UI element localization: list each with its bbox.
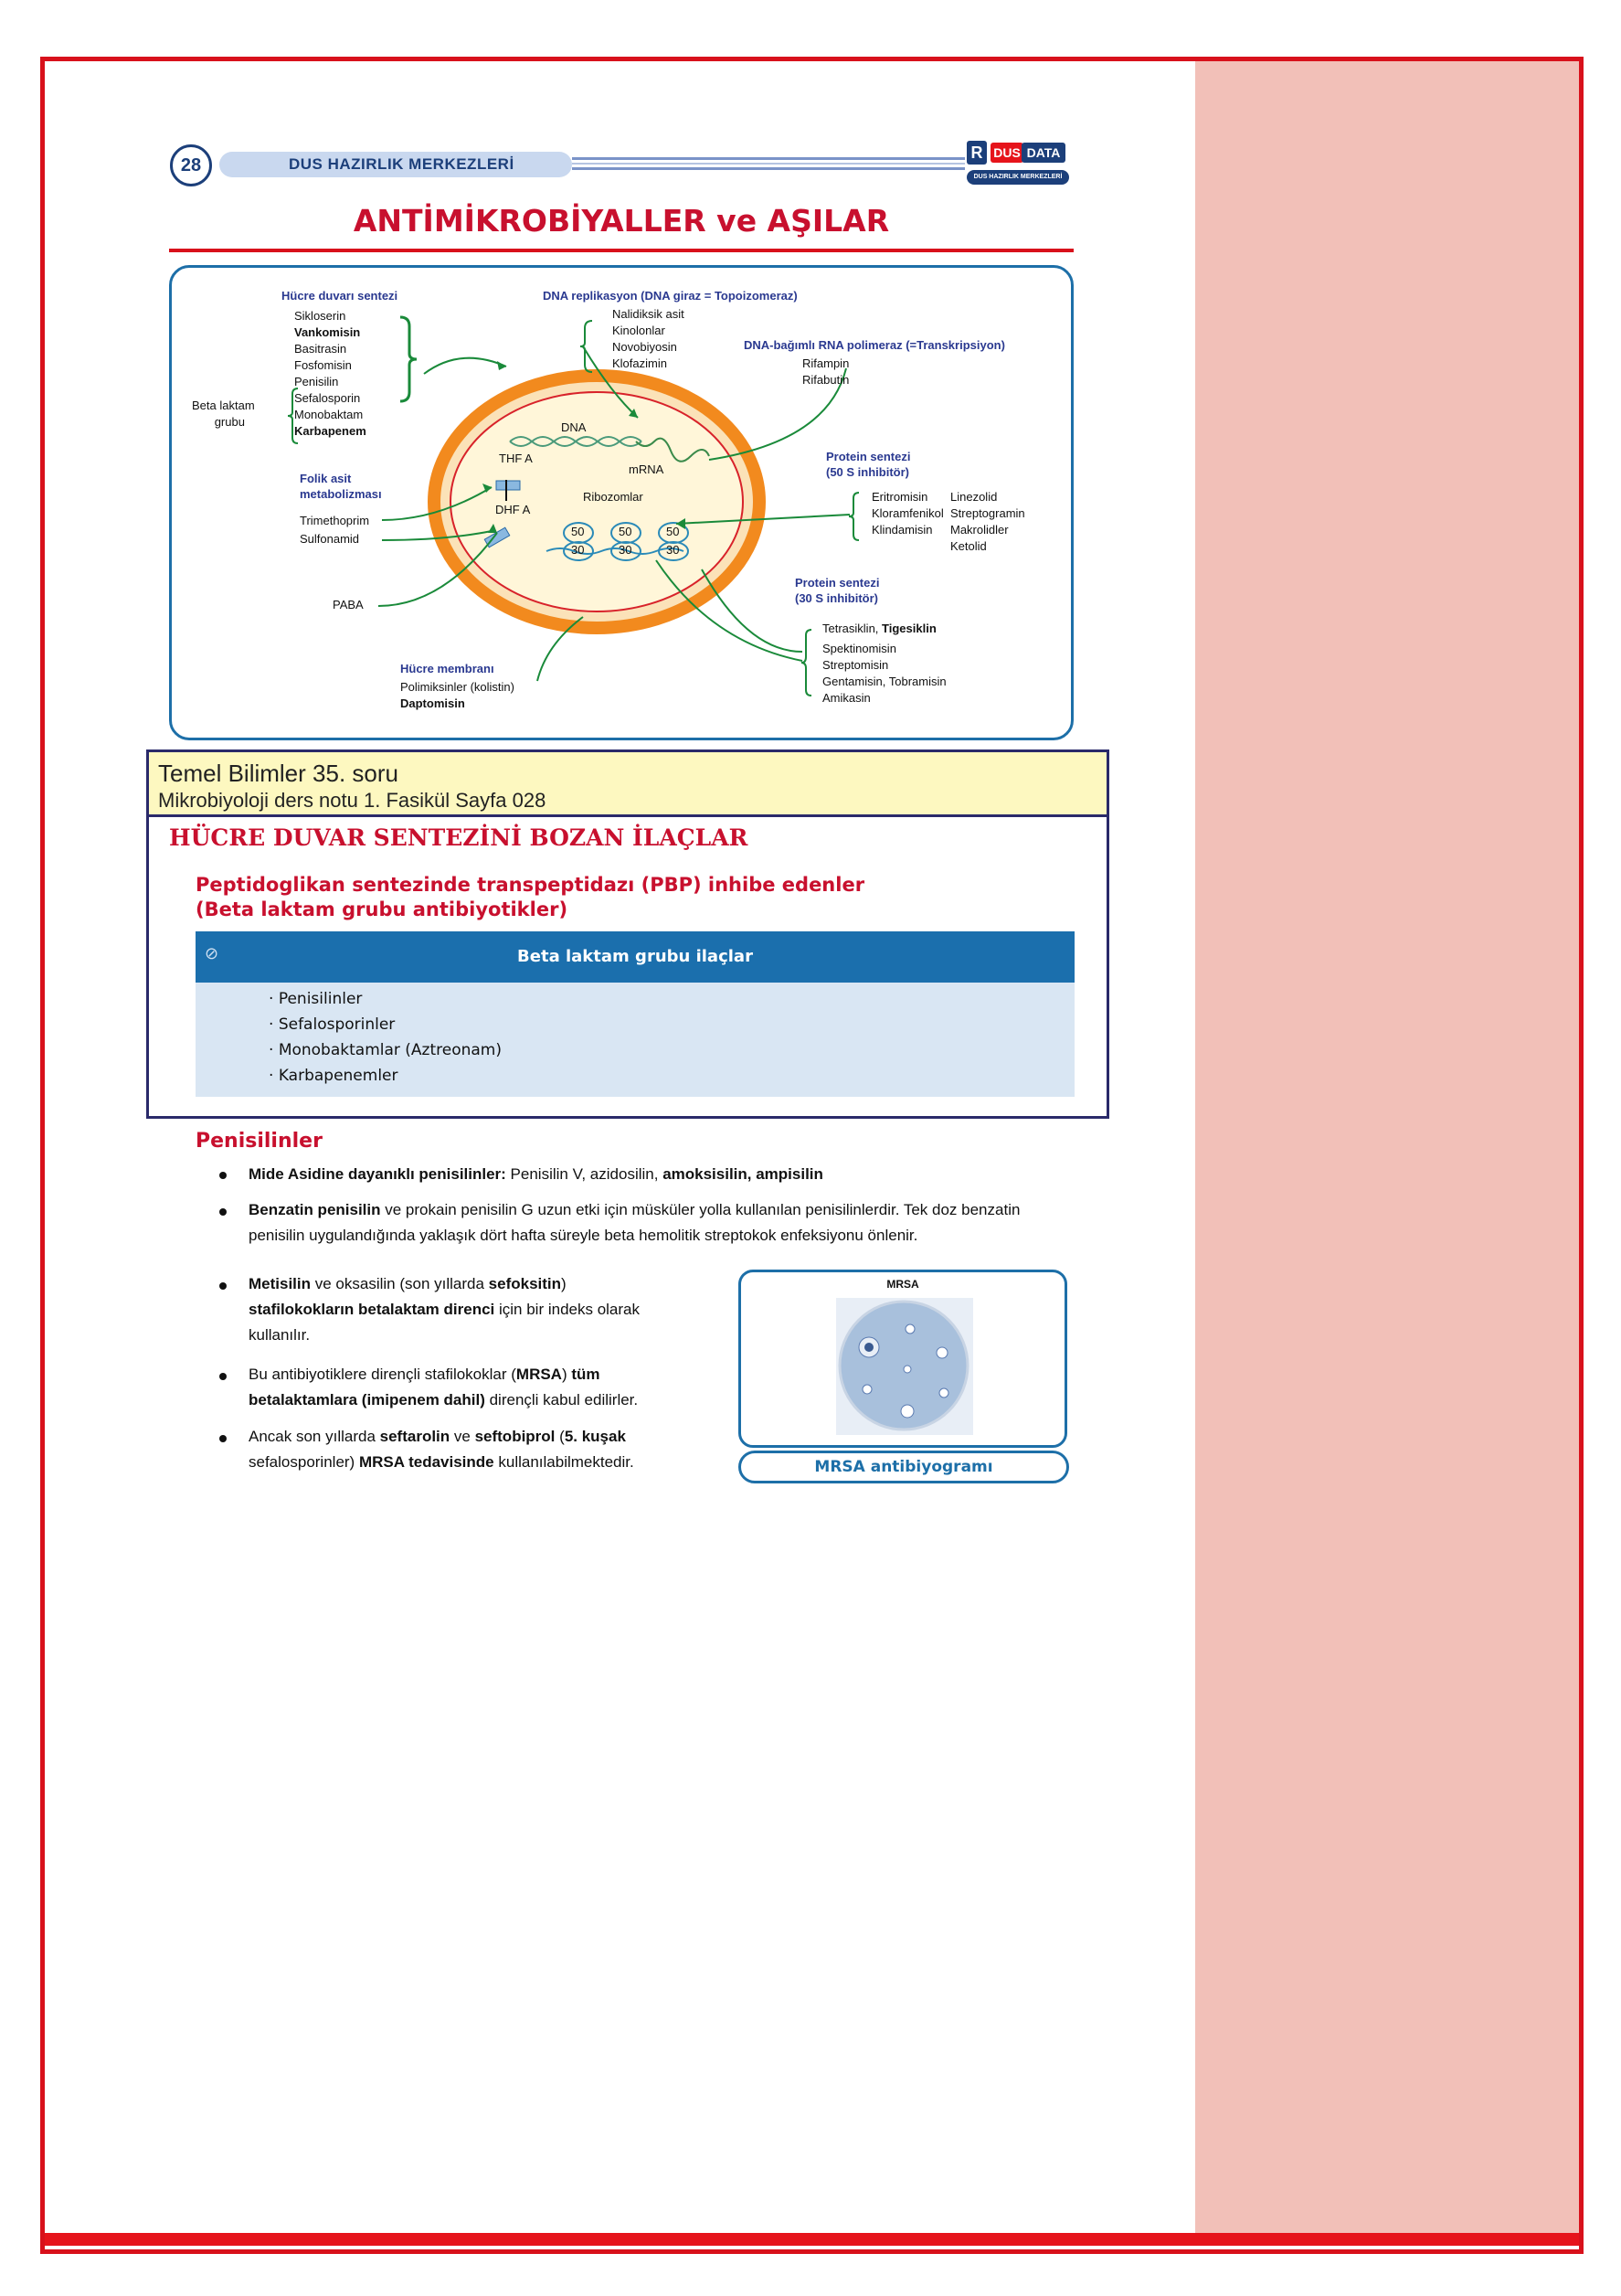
drug-sefalosporin: Sefalosporin bbox=[294, 391, 361, 405]
drug-novobiyosin: Novobiyosin bbox=[612, 340, 677, 354]
mechanism-diagram bbox=[169, 265, 1074, 740]
drug-amikasin: Amikasin bbox=[822, 691, 871, 705]
side-panel bbox=[1195, 61, 1579, 2233]
bottom-bar bbox=[45, 2233, 1579, 2246]
dusdata-logo bbox=[967, 139, 1069, 190]
drug-eritromisin: Eritromisin bbox=[872, 490, 928, 504]
penicillins-title: Penisilinler bbox=[196, 1130, 323, 1153]
question-line-1: Temel Bilimler 35. soru bbox=[158, 760, 398, 787]
logo-data: DATA bbox=[1022, 143, 1065, 163]
list-item: · Karbapenemler bbox=[269, 1067, 398, 1085]
drug-trimethoprim: Trimethoprim bbox=[300, 514, 370, 527]
drug-streptogramin: Streptogramin bbox=[950, 506, 1025, 520]
logo-subtitle: DUS HAZIRLIK MERKEZLERİ bbox=[967, 170, 1069, 185]
drug-gentamisin: Gentamisin, Tobramisin bbox=[822, 675, 947, 688]
drug-kloramfenikol: Kloramfenikol bbox=[872, 506, 944, 520]
page-title: ANTİMİKROBİYALLER ve AŞILAR bbox=[353, 203, 890, 239]
question-reference-box bbox=[146, 749, 1109, 817]
rna-polymerase-title: DNA-bağımlı RNA polimeraz (=Transkripsiyon) bbox=[744, 338, 1005, 352]
enzyme-block-1 bbox=[496, 481, 520, 490]
cell-wall-bracket bbox=[400, 317, 417, 401]
title-rule bbox=[169, 249, 1074, 252]
bullet bbox=[219, 1373, 227, 1380]
bullet-2: Benzatin penisilin ve prokain penisilin G uzun etki için müsküler yolla kullanılan penisilinlerdir. Tek doz benzatin penisilin uygulandığında yaklaşık dört hafta süreyle beta hemolitik streptokok enfeksiyonu önlenir. bbox=[249, 1201, 1021, 1244]
drug-streptomisin: Streptomisin bbox=[822, 658, 889, 672]
ribosome-3-30: 30 bbox=[666, 543, 680, 557]
drug-makrolidler: Makrolidler bbox=[950, 523, 1009, 537]
section-title: HÜCRE DUVAR SENTEZİNİ BOZAN İLAÇLAR bbox=[169, 824, 748, 851]
drug-karbapenem: Karbapenem bbox=[294, 424, 366, 438]
drug-fosfomisin: Fosfomisin bbox=[294, 358, 352, 372]
drug-sikloserin: Sikloserin bbox=[294, 309, 346, 323]
mrsa-caption: MRSA antibiyogramı bbox=[738, 1451, 1069, 1483]
drug-klofazimin: Klofazimin bbox=[612, 356, 667, 370]
cell-dna-label: DNA bbox=[561, 420, 587, 434]
list-item: · Penisilinler bbox=[269, 990, 363, 1008]
drug-daptomisin: Daptomisin bbox=[400, 696, 465, 710]
bullet bbox=[219, 1435, 227, 1442]
drug-penisilin: Penisilin bbox=[294, 375, 339, 388]
drug-monobaktam: Monobaktam bbox=[294, 408, 364, 421]
drug-klindamisin: Klindamisin bbox=[872, 523, 933, 537]
drug-linezolid: Linezolid bbox=[950, 490, 998, 504]
ribosome-2-30: 30 bbox=[619, 543, 632, 557]
table-header bbox=[196, 931, 1075, 983]
drug-sulfonamid: Sulfonamid bbox=[300, 532, 360, 546]
mrsa-figure bbox=[738, 1270, 1067, 1448]
bullet bbox=[219, 1208, 227, 1216]
page-number: 28 bbox=[170, 144, 212, 186]
drug-rifabutin: Rifabutin bbox=[802, 373, 850, 387]
cell-thfa-label: THF A bbox=[499, 452, 533, 465]
bullet-3: Metisilin ve oksasilin (son yıllarda sefoksitin) stafilokokların betalaktam direnci için bir indeks olarak kullanılır. bbox=[249, 1275, 641, 1344]
drug-rifampin: Rifampin bbox=[802, 356, 850, 370]
table-header-text: Beta laktam grubu ilaçlar bbox=[517, 947, 753, 966]
logo-dus: DUS bbox=[991, 143, 1023, 163]
logo-icon: R bbox=[967, 141, 987, 165]
drug-tetrasiklin: Tetrasiklin, Tigesiklin bbox=[822, 622, 937, 635]
ribosome-2-50: 50 bbox=[619, 525, 632, 538]
folic-title: Folik asit metabolizması bbox=[300, 472, 382, 501]
bullet bbox=[219, 1172, 227, 1179]
beta-lactam-label: Beta laktam grubu bbox=[192, 399, 255, 429]
table-body bbox=[196, 983, 1075, 1097]
drug-spektinomisin: Spektinomisin bbox=[822, 642, 896, 655]
dna-bracket bbox=[580, 321, 592, 372]
p50-title: Protein sentezi (50 S inhibitör) bbox=[826, 450, 911, 479]
bullet-1: Mide Asidine dayanıklı penisilinler: Penisilin V, azidosilin, amoksisilin, ampisilin bbox=[249, 1165, 823, 1183]
petri-dish-image bbox=[741, 1272, 1070, 1451]
question-line-2: Mikrobiyoloji ders notu 1. Fasikül Sayfa 028 bbox=[158, 789, 546, 812]
bullet-4: Bu antibiyotiklere dirençli stafilokoklar (MRSA) tüm betalaktamlara (imipenem dahil) dirençli kabul edilirler. bbox=[249, 1366, 639, 1408]
drug-kinolonlar: Kinolonlar bbox=[612, 324, 665, 337]
publisher-name: DUS HAZIRLIK MERKEZLERİ bbox=[289, 155, 514, 173]
mrsa-label: MRSA bbox=[886, 1278, 919, 1291]
drug-ketolid: Ketolid bbox=[950, 539, 987, 553]
p30-bracket bbox=[801, 630, 811, 696]
membrane-title: Hücre membranı bbox=[400, 662, 494, 675]
list-item: · Monobaktamlar (Aztreonam) bbox=[269, 1041, 502, 1059]
cell-mrna-label: mRNA bbox=[629, 462, 664, 476]
cell-ribosome-label: Ribozomlar bbox=[583, 490, 643, 504]
eye-slash-icon: ⊘ bbox=[205, 944, 219, 963]
list-item: · Sefalosporinler bbox=[269, 1015, 396, 1034]
header-lines bbox=[572, 157, 965, 170]
p30-title: Protein sentezi (30 S inhibitör) bbox=[795, 576, 880, 605]
drug-nalidiksik: Nalidiksik asit bbox=[612, 307, 684, 321]
drug-polimiksin: Polimiksinler (kolistin) bbox=[400, 680, 514, 694]
bullet-5: Ancak son yıllarda seftarolin ve seftobiprol (5. kuşak sefalosporinler) MRSA tedavisinde kullanılabilmektedir. bbox=[249, 1428, 634, 1471]
cell-dhfa-label: DHF A bbox=[495, 503, 531, 516]
dna-replication-title: DNA replikasyon (DNA giraz = Topoizomeraz) bbox=[543, 289, 798, 303]
drug-basitrasin: Basitrasin bbox=[294, 342, 347, 356]
drug-vankomisin: Vankomisin bbox=[294, 325, 361, 339]
ribosome-1-50: 50 bbox=[571, 525, 585, 538]
ribosome-1-30: 30 bbox=[571, 543, 585, 557]
bullet bbox=[219, 1282, 227, 1290]
cell-wall-title: Hücre duvarı sentezi bbox=[281, 289, 398, 303]
ribosome-3-50: 50 bbox=[666, 525, 680, 538]
section-subtitle: Peptidoglikan sentezinde transpeptidazı (PBP) inhibe edenler (Beta laktam grubu antibiyotikler) bbox=[196, 874, 865, 920]
paba-label: PABA bbox=[333, 598, 364, 611]
p50-bracket bbox=[849, 493, 859, 540]
